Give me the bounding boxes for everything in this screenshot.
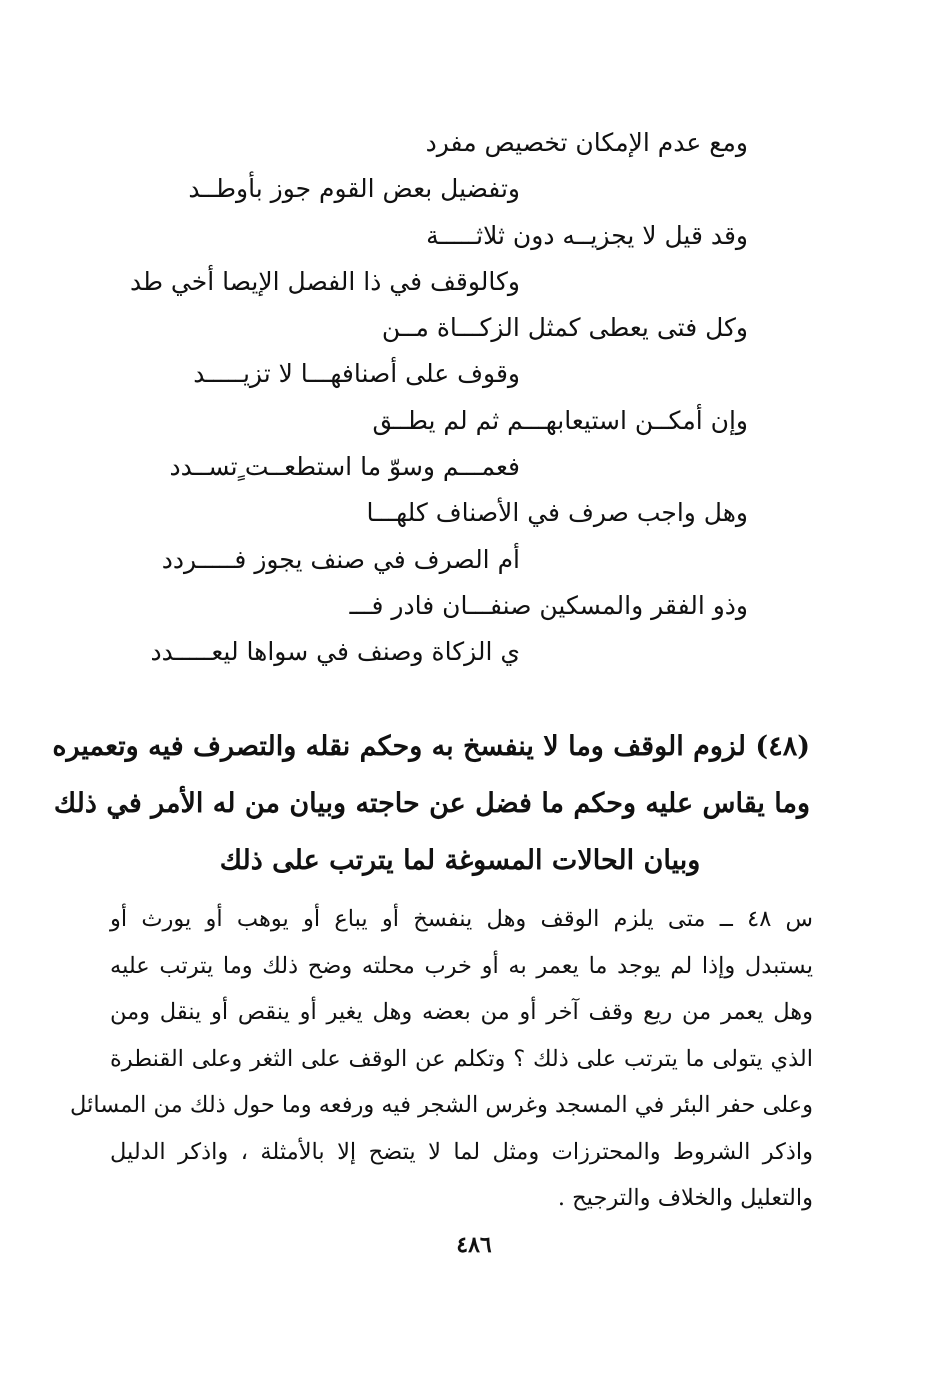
paragraph-line: الذي يتولى ما يترتب على ذلك ؟ وتكلم عن الوقف على الثغر وعلى القنطرة (110, 1045, 813, 1072)
verse-line (120, 490, 800, 536)
verse-line (120, 351, 800, 397)
section-heading (52, 718, 810, 889)
verse-line (120, 166, 800, 212)
verse-text: وذو الفقر والمسكين صنفـــان فادر فـــ (349, 590, 748, 620)
paragraph-line: وهل يعمر من ريع وقف آخر أو من بعضه وهل يغير أو ينقص أو ينقل ومن (110, 999, 813, 1025)
heading-line: وبيان الحالات المسوغة لما يترتب على ذلك (219, 845, 701, 876)
question-paragraph (70, 896, 814, 1222)
verse-text: وقد قيل لا يجزيــه دون ثلاثـــــة (426, 220, 748, 250)
verse-text: وإن أمكــن استيعابهـــم ثم لم يطــق (372, 405, 748, 435)
verse-line (120, 629, 800, 675)
verse-line (120, 537, 800, 583)
verse-text: وكل فتى يعطى كمثل الزكـــاة مــن (381, 313, 748, 343)
paragraph-line: وعلى حفر البئر في المسجد وغرس الشجر فيه ورفعه وما حول ذلك من المسائل (70, 1092, 813, 1118)
verse-text: أم الصرف في صنف يجوز فـــــردد (161, 544, 520, 574)
verse-text: ي الزكاة وصنف في سواها ليعـــــدد (150, 637, 520, 667)
heading-line: وما يقاس عليه وحكم ما فضل عن حاجته وبيان من له الأمر في ذلك (53, 788, 810, 819)
verse-text: فعمـــم وسوّ ما استطعــت ٍتســدد (169, 452, 520, 482)
verse-text: ومع عدم الإمكان تخصيص مفرد (425, 128, 748, 157)
verse-line (120, 213, 800, 259)
page-number: ٤٨٦ (456, 1232, 492, 1258)
verse-line (120, 583, 800, 629)
verse-line (120, 120, 800, 166)
verse-text: وقوف على أصنافهـــا لا تزيـــــد (193, 359, 520, 389)
verse-text: وهل واجب صرف في الأصناف كلهـــا (366, 498, 748, 528)
poem-verses (120, 120, 800, 676)
verse-line (120, 305, 800, 351)
verse-text: وتفضيل بعض القوم جوز بأوطــد (188, 174, 520, 204)
verse-line (120, 259, 800, 305)
paragraph-line: س ٤٨ ــ متى يلزم الوقف وهل ينفسخ أو يباع أو يوهب أو يورث أو (110, 906, 814, 932)
paragraph-line: والتعليل والخلاف والترجيح . (557, 1185, 813, 1211)
heading-line: (٤٨) لزوم الوقف وما لا ينفسخ به وحكم نقله والتصرف فيه وتعميره (52, 731, 810, 762)
paragraph-line: يستبدل وإذا لم يوجد ما يعمر به أو خرب محلته وضح ذلك وما يترتب عليه (110, 952, 813, 979)
verse-text: وكالوقف في ذا الفصل الإيصا أخي طد (129, 266, 520, 296)
paragraph-line: واذكر الشروط والمحترزات ومثل لما لا يتضح إلا بالأمثلة ، واذكر الدليل (110, 1138, 813, 1165)
verse-line (120, 444, 800, 490)
verse-line (120, 398, 800, 444)
